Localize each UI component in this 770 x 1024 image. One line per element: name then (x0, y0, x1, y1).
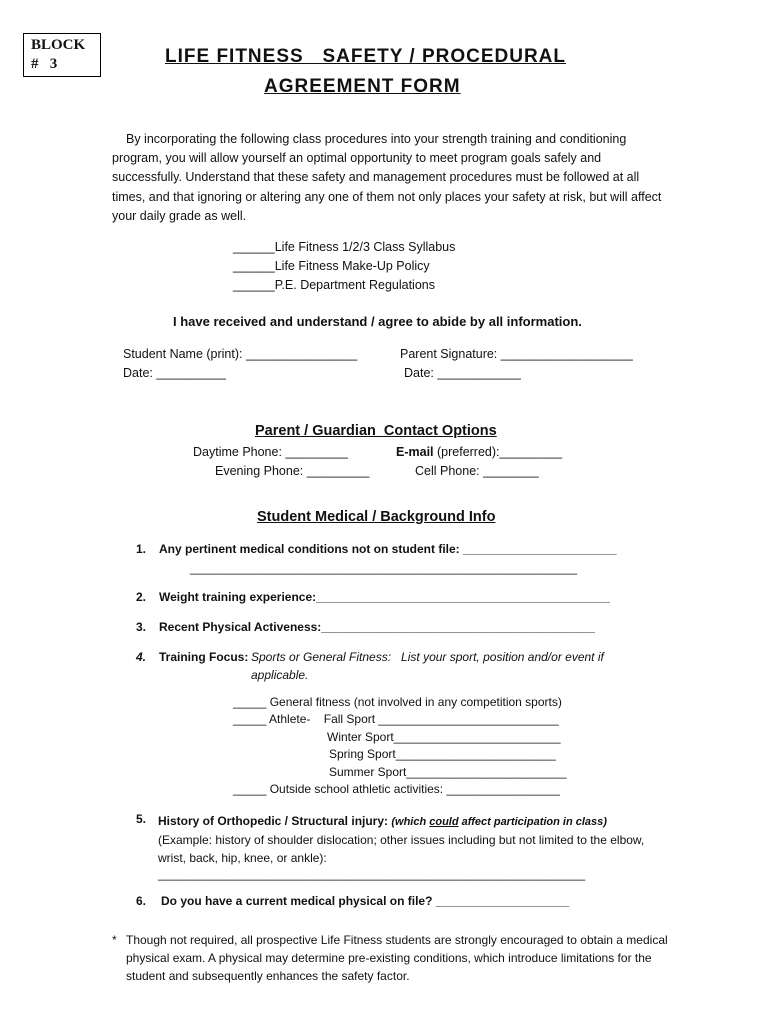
footnote-asterisk: * (112, 933, 117, 947)
intro-paragraph: By incorporating the following class procedures into your strength training and conditioning program, you will allow yourself an optimal opportunity to meet program goals safely and successfully. Understand that these safety and management procedures must be followed at all times, and that ignoring or altering any one of them not only places your safety at risk, but will affect your daily grade as well. (112, 132, 662, 223)
q4-instructions-cont: applicable. (251, 668, 309, 682)
q4-number: 4. (136, 650, 147, 664)
q4-option-outside-activities[interactable]: _____ Outside school athletic activities: _________________ (233, 782, 560, 796)
student-name-field[interactable]: Student Name (print): ________________ (123, 347, 358, 361)
footnote (112, 931, 672, 985)
q5-answer-line[interactable]: ________________________________________________________________ (158, 867, 586, 881)
q5-title (158, 812, 658, 831)
form-title-line1: LIFE FITNESS SAFETY / PROCEDURAL (165, 46, 567, 67)
checklist-item-syllabus[interactable]: ______Life Fitness 1/2/3 Class Syllabus (233, 240, 456, 254)
q4-spring-sport-field[interactable]: Spring Sport________________________ (329, 747, 556, 761)
q5-note-could: could (429, 816, 459, 828)
parent-date-field[interactable]: Date: ____________ (404, 366, 521, 380)
q5-block (158, 812, 658, 867)
medical-heading: Student Medical / Background Info (257, 509, 496, 525)
q1-number: 1. (136, 542, 147, 556)
email-label: E-mail (396, 445, 434, 459)
footnote-text: Though not required, all prospective Life Fitness students are strongly encouraged to obtain a medical physical exam. A physical may determine pre-existing conditions, which introduce limitations for the student and subsequently enhances the safety factor. (126, 933, 668, 983)
q4-winter-sport-field[interactable]: Winter Sport_________________________ (327, 730, 561, 744)
q4-label: Training Focus: (159, 650, 249, 664)
q5-note-pre: (which (391, 816, 430, 828)
q2-number: 2. (136, 590, 147, 604)
q5-note-post: affect participation in class) (458, 816, 607, 828)
email-rest: (preferred):_________ (433, 445, 563, 459)
q4-option-general-fitness[interactable]: _____ General fitness (not involved in any competition sports) (233, 695, 562, 709)
q5-label: History of Orthopedic / Structural injury: (158, 814, 392, 828)
cell-phone-field[interactable]: Cell Phone: ________ (415, 464, 539, 478)
contact-heading: Parent / Guardian Contact Options (255, 423, 497, 439)
checklist-item-department-regulations[interactable]: ______P.E. Department Regulations (233, 278, 435, 292)
q6-medical-physical-field[interactable]: Do you have a current medical physical on file? ____________________ (161, 894, 570, 908)
q4-instructions: Sports or General Fitness: List your sport, position and/or event if (251, 650, 604, 664)
q4-option-athlete-fall[interactable]: _____ Athlete- Fall Sport ___________________________ (233, 712, 559, 726)
q1-medical-conditions-field[interactable]: Any pertinent medical conditions not on student file: _______________________ (159, 542, 617, 556)
checklist-item-makeup-policy[interactable]: ______Life Fitness Make-Up Policy (233, 259, 430, 273)
parent-signature-field[interactable]: Parent Signature: ___________________ (400, 347, 633, 361)
student-date-field[interactable]: Date: __________ (123, 366, 226, 380)
q5-example: (Example: history of shoulder dislocation; other issues including but not limited to the elbow, wrist, back, hip, knee, or ankle): (158, 833, 645, 865)
acknowledgement-statement: I have received and understand / agree to abide by all information. (173, 314, 582, 329)
daytime-phone-field[interactable]: Daytime Phone: _________ (193, 445, 348, 459)
block-box (23, 33, 101, 77)
email-field[interactable] (396, 443, 562, 462)
q3-number: 3. (136, 620, 147, 634)
q1-answer-line[interactable]: __________________________________________________________ (190, 561, 578, 575)
form-title-line2: AGREEMENT FORM (264, 76, 461, 97)
q5-number: 5. (136, 812, 147, 826)
q6-number: 6. (136, 894, 147, 908)
block-number: # 3 (31, 56, 58, 72)
q3-physical-activeness-field[interactable]: Recent Physical Activeness:_________________________________________ (159, 620, 595, 634)
evening-phone-field[interactable]: Evening Phone: _________ (215, 464, 370, 478)
q4-summer-sport-field[interactable]: Summer Sport________________________ (329, 765, 567, 779)
block-label: BLOCK (31, 37, 86, 53)
q2-weight-training-field[interactable]: Weight training experience:____________________________________________ (159, 590, 610, 604)
